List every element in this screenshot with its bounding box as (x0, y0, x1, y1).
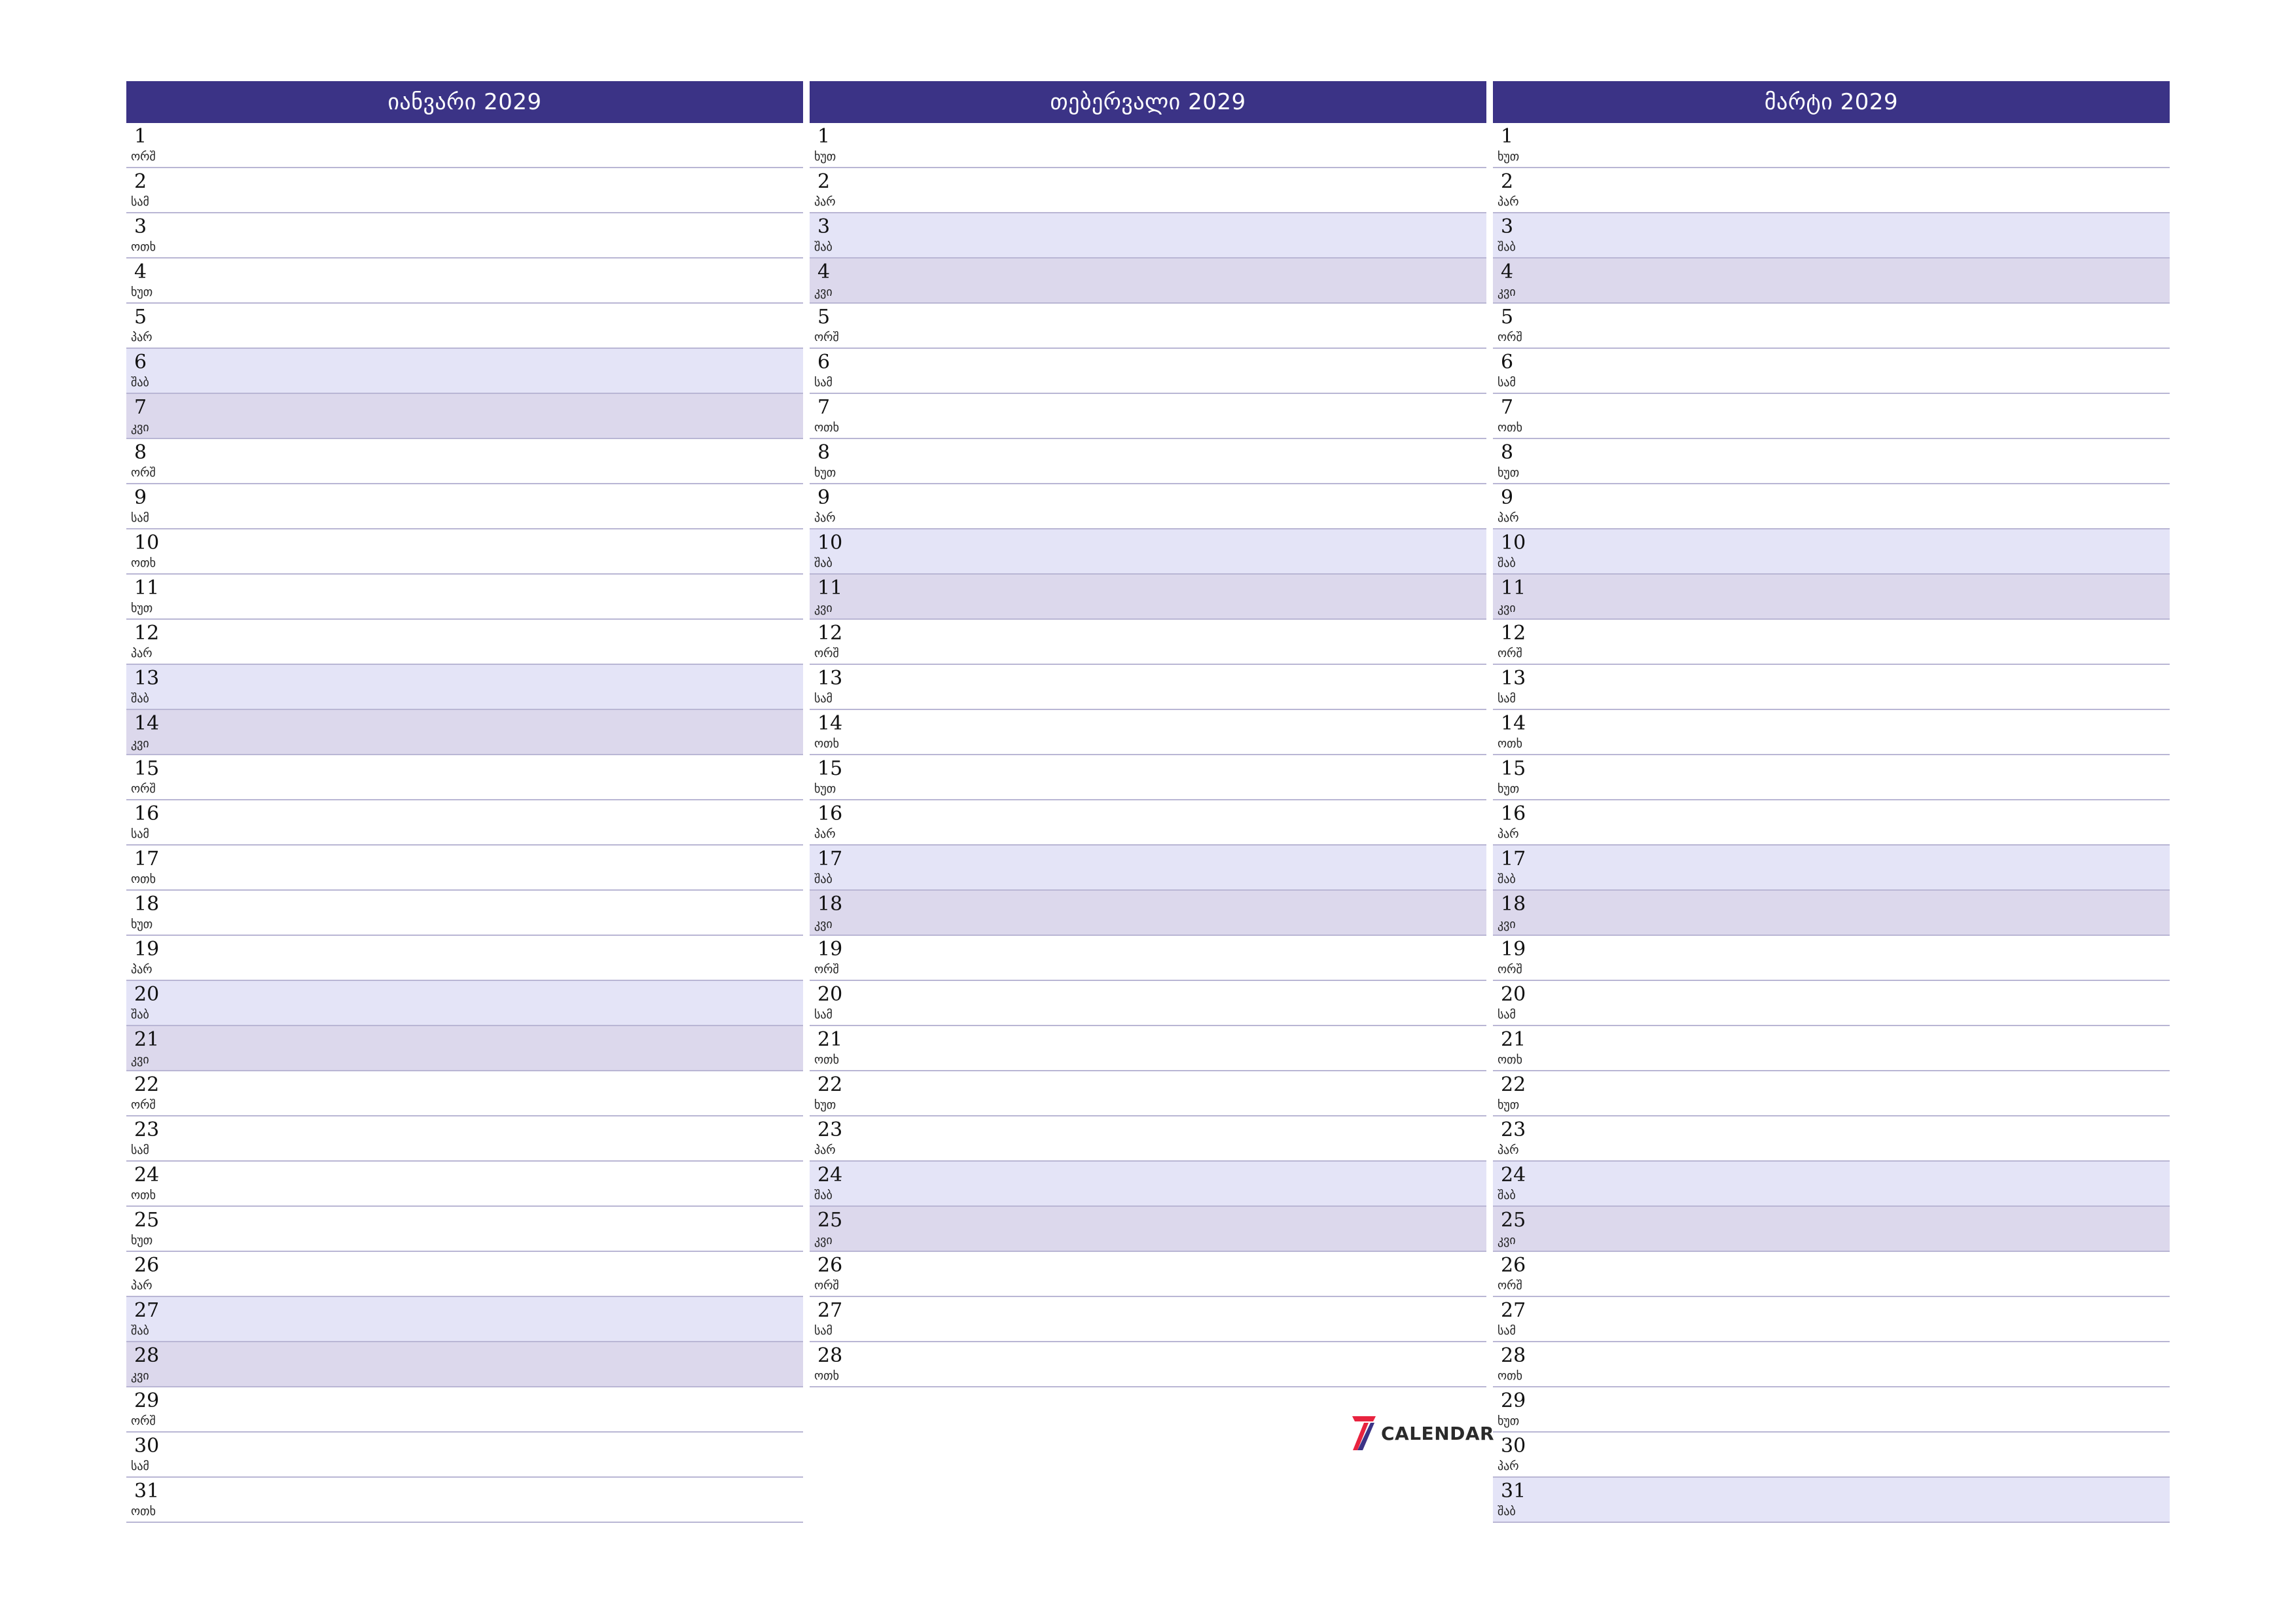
day-row[interactable] (1493, 1026, 2170, 1071)
day-row[interactable] (126, 846, 803, 891)
weekday-name: ხუთ (814, 782, 836, 796)
day-number: 29 (134, 1389, 160, 1412)
weekday-name: სამ (814, 1324, 833, 1338)
day-row[interactable] (810, 484, 1486, 529)
day-row[interactable] (810, 213, 1486, 259)
day-row[interactable] (810, 349, 1486, 394)
weekday-name: კვი (814, 1234, 833, 1247)
day-row[interactable] (810, 304, 1486, 349)
day-row[interactable] (126, 1342, 803, 1387)
day-number: 22 (817, 1073, 843, 1096)
weekday-name: ორშ (814, 647, 839, 660)
day-number: 11 (817, 577, 843, 599)
day-row[interactable] (810, 1026, 1486, 1071)
weekday-name: ხუთ (814, 466, 836, 480)
day-number: 16 (1501, 802, 1526, 825)
day-number: 4 (134, 260, 147, 283)
day-row[interactable] (1493, 846, 2170, 891)
day-list (1493, 123, 2170, 1523)
day-row[interactable] (126, 1478, 803, 1523)
day-row[interactable] (126, 394, 803, 439)
weekday-name: ორშ (814, 1279, 839, 1293)
weekday-name: ხუთ (1498, 466, 1520, 480)
day-row[interactable] (810, 665, 1486, 710)
day-row[interactable] (126, 1387, 803, 1433)
day-number: 17 (134, 847, 160, 870)
weekday-name: სამ (131, 511, 149, 525)
day-row[interactable] (126, 665, 803, 710)
day-row[interactable] (1493, 755, 2170, 800)
day-row[interactable] (810, 1252, 1486, 1297)
day-number: 25 (134, 1209, 160, 1232)
day-number: 13 (817, 667, 843, 690)
weekday-name: ოთხ (814, 1369, 839, 1383)
day-row[interactable] (1493, 620, 2170, 665)
day-number: 1 (1501, 125, 1514, 148)
weekday-name: შაბ (1498, 872, 1516, 886)
seven-logo-icon (1348, 1415, 1377, 1452)
day-row[interactable] (126, 800, 803, 846)
weekday-name: ორშ (1498, 330, 1522, 344)
day-number: 31 (1501, 1480, 1526, 1503)
weekday-name: შაბ (814, 872, 833, 886)
day-row[interactable] (1493, 891, 2170, 936)
day-row[interactable] (126, 1026, 803, 1071)
day-row[interactable] (1493, 1252, 2170, 1297)
day-row[interactable] (126, 484, 803, 529)
weekday-name: კვი (1498, 918, 1516, 931)
day-number: 5 (134, 306, 147, 329)
day-number: 2 (817, 170, 831, 193)
day-row[interactable] (126, 936, 803, 981)
day-number: 18 (817, 893, 843, 916)
weekday-name: ოთხ (1498, 421, 1522, 435)
weekday-name: შაბ (1498, 1505, 1516, 1518)
weekday-name: ხუთ (131, 285, 153, 299)
day-row[interactable] (1493, 1207, 2170, 1252)
weekday-name: ორშ (131, 1098, 156, 1112)
weekday-name: სამ (131, 1459, 149, 1473)
weekday-name: სამ (1498, 1324, 1516, 1338)
day-row[interactable] (810, 981, 1486, 1026)
calendar-logo (1348, 1414, 1494, 1453)
day-number: 17 (817, 847, 843, 870)
day-row[interactable] (810, 168, 1486, 213)
day-number: 11 (1501, 577, 1526, 599)
day-number: 19 (134, 938, 160, 961)
day-number: 17 (1501, 847, 1526, 870)
day-row[interactable] (1493, 1433, 2170, 1478)
weekday-name: სამ (1498, 376, 1516, 389)
day-row[interactable] (126, 575, 803, 620)
weekday-name: ორშ (131, 782, 156, 796)
day-number: 28 (134, 1344, 160, 1367)
weekday-name: პარ (131, 1279, 152, 1293)
day-number: 25 (817, 1209, 843, 1232)
day-number: 14 (134, 712, 160, 735)
day-number: 20 (1501, 983, 1526, 1006)
day-number: 12 (817, 622, 843, 645)
day-row[interactable] (1493, 484, 2170, 529)
day-row[interactable] (1493, 349, 2170, 394)
weekday-name: ხუთ (131, 918, 153, 931)
day-row[interactable] (126, 1207, 803, 1252)
day-row[interactable] (126, 304, 803, 349)
weekday-name: სამ (814, 692, 833, 705)
day-row[interactable] (1493, 1478, 2170, 1523)
day-row[interactable] (810, 1071, 1486, 1116)
weekday-name: ხუთ (1498, 782, 1520, 796)
day-row[interactable] (1493, 1071, 2170, 1116)
day-row[interactable] (126, 1071, 803, 1116)
day-number: 14 (1501, 712, 1526, 735)
day-number: 12 (1501, 622, 1526, 645)
day-number: 28 (817, 1344, 843, 1367)
weekday-name: ოთხ (814, 1053, 839, 1067)
day-number: 6 (817, 351, 831, 374)
day-row[interactable] (1493, 304, 2170, 349)
day-number: 12 (134, 622, 160, 645)
day-number: 20 (817, 983, 843, 1006)
day-row[interactable] (810, 1207, 1486, 1252)
day-row[interactable] (126, 529, 803, 575)
weekday-name: შაბ (131, 692, 149, 705)
day-number: 5 (1501, 306, 1514, 329)
day-row[interactable] (126, 168, 803, 213)
weekday-name: სამ (1498, 692, 1516, 705)
weekday-name: ორშ (131, 150, 156, 164)
weekday-name: კვი (1498, 601, 1516, 615)
weekday-name: სამ (131, 827, 149, 841)
day-row[interactable] (1493, 710, 2170, 755)
weekday-name: პარ (1498, 827, 1519, 841)
weekday-name: შაბ (1498, 556, 1516, 570)
weekday-name: შაბ (131, 1008, 149, 1022)
weekday-name: კვი (814, 285, 833, 299)
weekday-name: პარ (131, 963, 152, 976)
day-row[interactable] (1493, 1116, 2170, 1162)
weekday-name: ორშ (131, 466, 156, 480)
day-number: 6 (134, 351, 147, 374)
weekday-name: პარ (1498, 1143, 1519, 1157)
day-row[interactable] (1493, 1162, 2170, 1207)
day-row[interactable] (1493, 439, 2170, 484)
weekday-name: კვი (1498, 1234, 1516, 1247)
day-number: 14 (817, 712, 843, 735)
weekday-name: ორშ (814, 330, 839, 344)
day-row[interactable] (1493, 123, 2170, 168)
day-number: 28 (1501, 1344, 1526, 1367)
day-number: 25 (1501, 1209, 1526, 1232)
weekday-name: კვი (814, 601, 833, 615)
weekday-name: ხუთ (814, 1098, 836, 1112)
weekday-name: ოთხ (131, 240, 156, 254)
logo-text: CALENDAR (1381, 1422, 1495, 1444)
day-number: 8 (817, 441, 831, 464)
day-number: 7 (1501, 396, 1514, 419)
day-number: 3 (1501, 215, 1514, 238)
day-number: 20 (134, 983, 160, 1006)
day-number: 23 (817, 1118, 843, 1141)
day-number: 19 (1501, 938, 1526, 961)
day-row[interactable] (126, 981, 803, 1026)
day-row[interactable] (810, 259, 1486, 304)
day-row[interactable] (810, 1162, 1486, 1207)
day-number: 2 (134, 170, 147, 193)
day-row[interactable] (1493, 936, 2170, 981)
day-number: 1 (134, 125, 147, 148)
weekday-name: შაბ (814, 240, 833, 254)
day-number: 24 (817, 1164, 843, 1186)
day-number: 21 (1501, 1028, 1526, 1051)
day-number: 4 (1501, 260, 1514, 283)
weekday-name: პარ (1498, 511, 1519, 525)
day-number: 15 (1501, 757, 1526, 780)
day-row[interactable] (126, 1116, 803, 1162)
day-row[interactable] (1493, 800, 2170, 846)
day-number: 30 (134, 1435, 160, 1457)
day-number: 1 (817, 125, 831, 148)
day-number: 22 (134, 1073, 160, 1096)
day-row[interactable] (1493, 1387, 2170, 1433)
weekday-name: ოთხ (131, 556, 156, 570)
day-number: 11 (134, 577, 160, 599)
day-number: 10 (817, 531, 843, 554)
day-row[interactable] (126, 1433, 803, 1478)
weekday-name: ორშ (1498, 963, 1522, 976)
weekday-name: ოთხ (814, 421, 839, 435)
weekday-name: კვი (814, 918, 833, 931)
day-number: 18 (134, 893, 160, 916)
weekday-name: პარ (1498, 1459, 1519, 1473)
day-row[interactable] (810, 846, 1486, 891)
weekday-name: ორშ (1498, 1279, 1522, 1293)
day-number: 2 (1501, 170, 1514, 193)
weekday-name: ოთხ (1498, 737, 1522, 751)
day-row[interactable] (1493, 981, 2170, 1026)
day-row[interactable] (126, 710, 803, 755)
day-row[interactable] (126, 349, 803, 394)
day-row[interactable] (810, 1297, 1486, 1342)
weekday-name: კვი (131, 421, 149, 435)
day-number: 27 (1501, 1299, 1526, 1322)
day-number: 21 (817, 1028, 843, 1051)
day-row[interactable] (1493, 665, 2170, 710)
month-column-february (810, 81, 1486, 1387)
day-row[interactable] (126, 755, 803, 800)
day-number: 8 (134, 441, 147, 464)
day-list (810, 123, 1486, 1387)
weekday-name: ხუთ (1498, 1414, 1520, 1428)
day-row[interactable] (1493, 168, 2170, 213)
day-number: 22 (1501, 1073, 1526, 1096)
day-row[interactable] (810, 936, 1486, 981)
weekday-name: კვი (131, 737, 149, 751)
day-row[interactable] (1493, 575, 2170, 620)
weekday-name: ხუთ (131, 601, 153, 615)
day-number: 9 (1501, 486, 1514, 509)
month-column-january (126, 81, 803, 1523)
month-header: მარტი 2029 (1493, 81, 2170, 123)
weekday-name: პარ (131, 647, 152, 660)
day-number: 29 (1501, 1389, 1526, 1412)
day-number: 9 (817, 486, 831, 509)
weekday-name: ხუთ (1498, 1098, 1520, 1112)
day-number: 24 (134, 1164, 160, 1186)
weekday-name: შაბ (1498, 240, 1516, 254)
day-number: 26 (817, 1254, 843, 1277)
day-number: 3 (134, 215, 147, 238)
day-row[interactable] (126, 620, 803, 665)
day-row[interactable] (126, 259, 803, 304)
day-row[interactable] (126, 1162, 803, 1207)
day-row[interactable] (1493, 1297, 2170, 1342)
day-number: 3 (817, 215, 831, 238)
weekday-name: ორშ (814, 963, 839, 976)
day-number: 5 (817, 306, 831, 329)
day-number: 23 (134, 1118, 160, 1141)
weekday-name: სამ (1498, 1008, 1516, 1022)
weekday-name: ორშ (1498, 647, 1522, 660)
day-number: 13 (134, 667, 160, 690)
weekday-name: კვი (1498, 285, 1516, 299)
weekday-name: შაბ (1498, 1188, 1516, 1202)
weekday-name: ოთხ (1498, 1053, 1522, 1067)
day-row[interactable] (810, 439, 1486, 484)
day-number: 13 (1501, 667, 1526, 690)
day-row[interactable] (810, 1342, 1486, 1387)
day-number: 6 (1501, 351, 1514, 374)
day-row[interactable] (126, 439, 803, 484)
day-row[interactable] (810, 800, 1486, 846)
day-row[interactable] (1493, 394, 2170, 439)
weekday-name: ოთხ (131, 1505, 156, 1518)
weekday-name: ხუთ (814, 150, 836, 164)
month-header: იანვარი 2029 (126, 81, 803, 123)
weekday-name: შაბ (814, 556, 833, 570)
day-row[interactable] (810, 710, 1486, 755)
day-number: 24 (1501, 1164, 1526, 1186)
day-number: 15 (817, 757, 843, 780)
day-number: 27 (817, 1299, 843, 1322)
day-number: 30 (1501, 1435, 1526, 1457)
day-row[interactable] (126, 1252, 803, 1297)
day-list (126, 123, 803, 1523)
weekday-name: პარ (131, 330, 152, 344)
day-row[interactable] (810, 1116, 1486, 1162)
weekday-name: პარ (1498, 195, 1519, 209)
weekday-name: პარ (814, 827, 836, 841)
day-number: 26 (1501, 1254, 1526, 1277)
day-number: 23 (1501, 1118, 1526, 1141)
weekday-name: სამ (131, 1143, 149, 1157)
day-number: 7 (134, 396, 147, 419)
weekday-name: ორშ (131, 1414, 156, 1428)
day-number: 27 (134, 1299, 160, 1322)
day-row[interactable] (810, 755, 1486, 800)
weekday-name: კვი (131, 1369, 149, 1383)
day-number: 19 (817, 938, 843, 961)
weekday-name: ხუთ (1498, 150, 1520, 164)
day-row[interactable] (810, 123, 1486, 168)
day-row[interactable] (1493, 1342, 2170, 1387)
day-row[interactable] (126, 1297, 803, 1342)
day-row[interactable] (1493, 259, 2170, 304)
day-number: 21 (134, 1028, 160, 1051)
day-row[interactable] (810, 394, 1486, 439)
weekday-name: ხუთ (131, 1234, 153, 1247)
weekday-name: პარ (814, 195, 836, 209)
day-row[interactable] (126, 213, 803, 259)
weekday-name: ოთხ (1498, 1369, 1522, 1383)
weekday-name: სამ (131, 195, 149, 209)
weekday-name: შაბ (814, 1188, 833, 1202)
day-row[interactable] (810, 575, 1486, 620)
weekday-name: პარ (814, 1143, 836, 1157)
month-header: თებერვალი 2029 (810, 81, 1486, 123)
day-number: 31 (134, 1480, 160, 1503)
weekday-name: ოთხ (814, 737, 839, 751)
day-number: 9 (134, 486, 147, 509)
day-row[interactable] (810, 620, 1486, 665)
weekday-name: პარ (814, 511, 836, 525)
weekday-name: შაბ (131, 1324, 149, 1338)
weekday-name: სამ (814, 376, 833, 389)
day-number: 16 (134, 802, 160, 825)
day-number: 10 (1501, 531, 1526, 554)
weekday-name: ოთხ (131, 1188, 156, 1202)
weekday-name: სამ (814, 1008, 833, 1022)
day-row[interactable] (126, 123, 803, 168)
day-row[interactable] (1493, 213, 2170, 259)
day-row[interactable] (126, 891, 803, 936)
day-row[interactable] (1493, 529, 2170, 575)
weekday-name: შაბ (131, 376, 149, 389)
day-row[interactable] (810, 891, 1486, 936)
day-number: 18 (1501, 893, 1526, 916)
weekday-name: კვი (131, 1053, 149, 1067)
weekday-name: ოთხ (131, 872, 156, 886)
month-column-march (1493, 81, 2170, 1523)
day-number: 7 (817, 396, 831, 419)
day-number: 4 (817, 260, 831, 283)
day-number: 10 (134, 531, 160, 554)
day-number: 15 (134, 757, 160, 780)
day-number: 16 (817, 802, 843, 825)
day-row[interactable] (810, 529, 1486, 575)
day-number: 8 (1501, 441, 1514, 464)
day-number: 26 (134, 1254, 160, 1277)
